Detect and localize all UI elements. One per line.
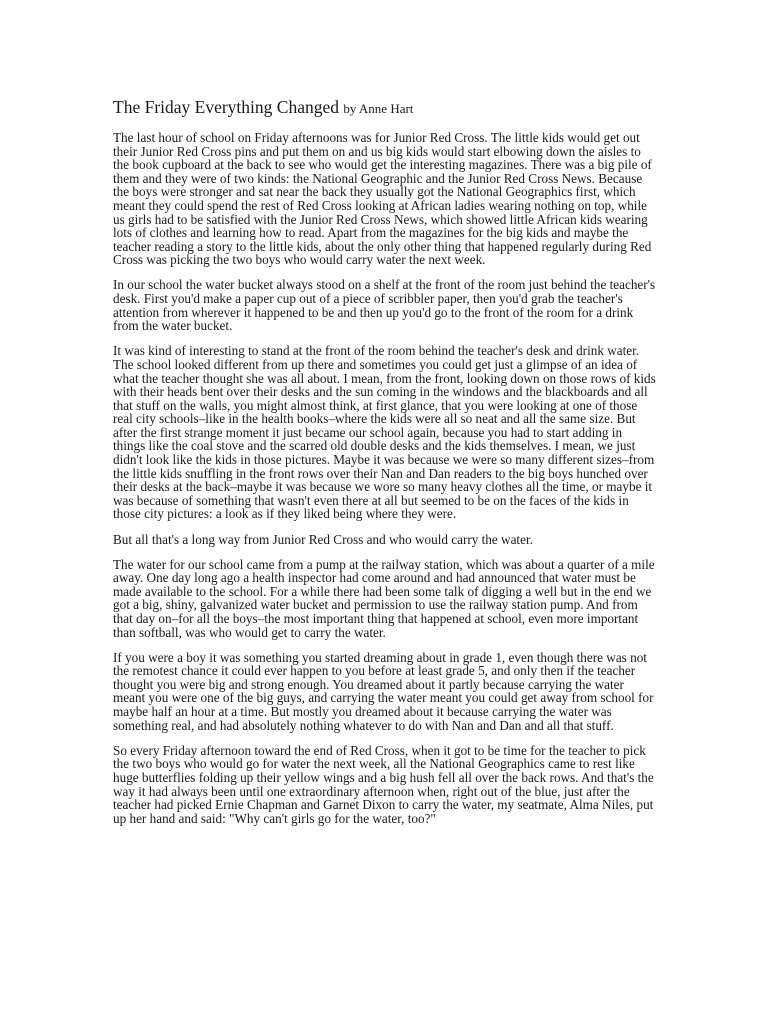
- paragraph-5: The water for our school came from a pump at the railway station, which was about a quarter of a mile away. One day long ago a health inspector had come around and had announced that water must be made available to the school. For a while there had been some talk of digging a well but in the end we got a big, shiny, galvanized water bucket and permission to use the railway station pump. And from that day on–for all the boys–the most important thing that happened at school, even more important than softball, was who would get to carry the water.: [113, 556, 655, 640]
- paragraph-2: In our school the water bucket always stood on a shelf at the front of the room just behind the teacher's desk. First you'd make a paper cup out of a piece of scribbler paper, then you'd grab the teacher's attention from wherever it happened to be and then up you'd go to the front of the room for a drink from the water bucket.: [113, 277, 656, 334]
- paragraph-4: But all that's a long way from Junior Red Cross and who would carry the water.: [113, 531, 533, 547]
- paragraph-1: The last hour of school on Friday afternoons was for Junior Red Cross. The little kids would get out their Junior Red Cross pins and put them on and us big kids would start elbowing down the aisles to the book cupboard at the back to see who would get the interesting magazines. There was a big pile of them and they were of two kinds: the National Geographic and the Junior Red Cross News. Because the boys were stronger and sat near the back they usually got the National Geographics first, which meant they could spend the rest of Red Cross looking at African ladies wearing nothing on top, while us girls had to be satisfied with the Junior Red Cross News, which showed little African kids wearing lots of clothes and learning how to read. Apart from the magazines for the big kids and maybe the teacher reading a story to the little kids, about the only other thing that happened regularly during Red Cross was picking the two boys who would carry water the next week.: [113, 130, 652, 268]
- document-page: [113, 96, 656, 837]
- title-text: The Friday Everything Changed: [113, 97, 339, 117]
- author-byline: by Anne Hart: [343, 101, 414, 116]
- document-title: [113, 96, 656, 120]
- paragraph-3: It was kind of interesting to stand at the front of the room behind the teacher's desk and drink water. The school looked different from up there and sometimes you could get just a glimpse of an idea of what the teacher thought she was all about. I mean, from the front, looking down on those rows of kids with their heads bent over their desks and the sun coming in the windows and the blackboards and all that stuff on the walls, you might almost think, at first glance, that you were looking at one of those real city schools–like in the health books–where the kids were all so neat and all the same size. But after the first strange moment it just became our school again, because you had to start adding in things like the coal stove and the scarred old double desks and the kids themselves. I mean, we just didn't look like the kids in those pictures. Maybe it was because we were so many different sizes–from the little kids snuffling in the front rows over their Nan and Dan readers to the big boys hunched over their desks at the back–maybe it was because we wore so many heavy clothes all the time, or maybe it was because of something that wasn't even there at all but seemed to be on the faces of the kids in those city pictures: a look as if they liked being where they were.: [113, 343, 656, 522]
- paragraph-7: So every Friday afternoon toward the end of Red Cross, when it got to be time for the teacher to pick the two boys who would go for water the next week, all the National Geographics came to rest like huge butterflies folding up their yellow wings and a big hush fell all over the back rows. And that's the way it had always been until one extraordinary afternoon when, right out of the blue, just after the teacher had picked Ernie Chapman and Garnet Dixon to carry the water, my seatmate, Alma Niles, put up her hand and said: "Why can't girls go for the water, too?": [113, 742, 654, 826]
- paragraph-6: If you were a boy it was something you started dreaming about in grade 1, even though there was not the remotest chance it could ever happen to you before at least grade 5, and only then if the teacher thought you were big and strong enough. You dreamed about it partly because carrying the water meant you were one of the big guys, and carrying the water meant you could get away from school for maybe half an hour at a time. But mostly you dreamed about it because carrying the water was something real, and had absolutely nothing whatever to do with Nan and Dan and all that stuff.: [113, 649, 654, 733]
